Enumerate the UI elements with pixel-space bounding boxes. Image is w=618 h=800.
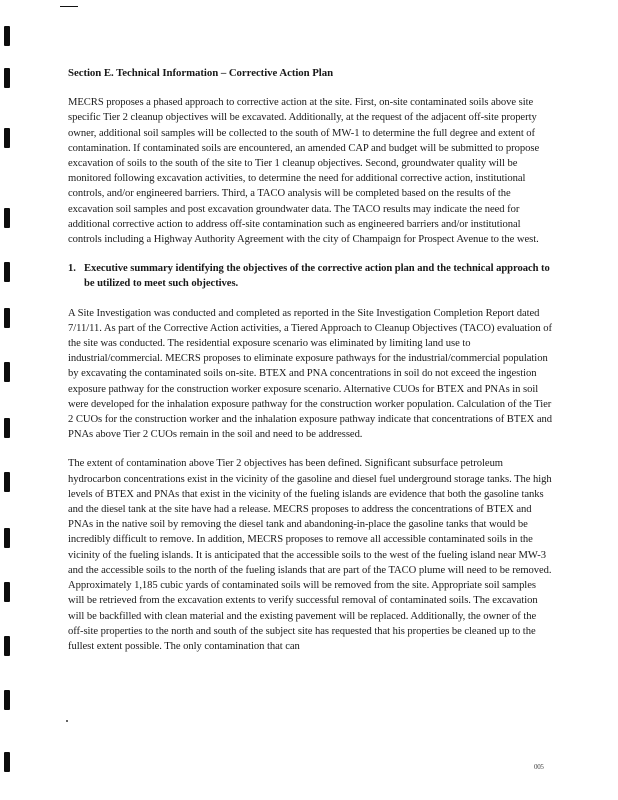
list-item-executive-summary	[68, 261, 554, 291]
binder-hole-mark	[4, 68, 10, 88]
page-number: 005	[534, 763, 544, 771]
binder-hole-mark	[4, 752, 10, 772]
binder-hole-mark	[4, 418, 10, 438]
binder-hole-mark	[4, 472, 10, 492]
binder-hole-mark	[4, 128, 10, 148]
section-heading: Section E. Technical Information – Corrective Action Plan	[68, 67, 334, 79]
binder-hole-mark	[4, 308, 10, 328]
list-item-text: Executive summary identifying the objectives of the corrective action plan and the technical approach to be utilized to meet such objectives.	[84, 263, 550, 290]
list-item-number: 1.	[68, 263, 76, 275]
paragraph-site-investigation: A Site Investigation was conducted and completed as reported in the Site Investigation Completion Report dated 7/11/11. As part of the Corrective Action activities, a Tiered Approach to Cleanup Objectives (TACO) evaluation of the site was conducted. The residential exposure scenario was eliminated by limiting land use to industrial/commercial. MECRS proposes to eliminate exposure pathways for the industrial/commercial population by excavating the contaminated soils on-site. BTEX and PNA concentrations in soil do not exceed the ingestion exposure pathway for the construction worker exposure scenario. Alternative CUOs for BTEX and PNAs in soil were developed for the inhalation exposure pathway for the construction worker population. Calculation of the Tier 2 CUOs for the construction worker and the inhalation exposure pathway indicate that concentrations of BTEX and PNAs above Tier 2 CUOs remain in the soil and need to be addressed.	[68, 307, 552, 441]
binder-hole-mark	[4, 26, 10, 46]
binder-hole-mark	[4, 262, 10, 282]
binder-hole-mark	[4, 582, 10, 602]
binder-hole-mark	[4, 636, 10, 656]
paragraph-extent-of-contamination: The extent of contamination above Tier 2 objectives has been defined. Significant subsurface petroleum hydrocarbon concentrations exist in the vicinity of the gasoline and diesel fuel underground storage tanks. The high levels of BTEX and PNAs that exist in the vicinity of the fueling islands are evidence that both the gasoline tanks and the diesel tank at the site have had a release. MECRS proposes to address the concentrations of BTEX and PNAs in the native soil by removing the diesel tank and abandoning-in-place the gasoline tanks that would be incredibly difficult to remove. In addition, MECRS proposes to remove all accessible contaminated soils in the vicinity of the fueling islands. It is anticipated that the accessible soils to the west of the fueling island near MW-3 and the accessible soils to the north of the fueling islands that are part of the TACO plume will need to be removed. Approximately 1,185 cubic yards of contaminated soils will be removed from the site. Appropriate soil samples will be retrieved from the excavation extents to verify successful removal of contaminated soils. The excavation will be backfilled with clean material and the existing pavement will be replaced. Additionally, the owner of the off-site properties to the north and south of the subject site has requested that his properties be cleaned up to the fullest extent possible. The only contamination that can	[68, 458, 552, 652]
paragraph-corrective-action-approach: MECRS proposes a phased approach to corrective action at the site. First, on-site contaminated soils above site specific Tier 2 cleanup objectives will be excavated. Additionally, at the request of the adjacent off-site property owner, additional soil samples will be collected to the south of MW-1 to determine the full degree and extent of contamination. If contaminated soils are encountered, an amended CAP and budget will be submitted to propose excavation of soils to the south of the site to Tier 1 cleanup objectives. Second, groundwater quality will be monitored following excavation activities, to determine the need for additional corrective action, institutional controls, and/or engineered barriers. Third, a TACO analysis will be completed based on the results of the excavation soil samples and post excavation groundwater data. The TACO results may indicate the need for additional corrective action to address off-site contamination such as engineered barriers and/or institutional controls including a Highway Authority Agreement with the city of Champaign for Prospect Avenue to the west.	[68, 97, 540, 246]
stray-dot	[66, 720, 68, 722]
binder-hole-mark	[4, 362, 10, 382]
document-page	[68, 66, 554, 668]
binder-hole-mark	[4, 528, 10, 548]
binder-hole-mark	[4, 690, 10, 710]
scan-mark-top	[60, 6, 78, 7]
binder-hole-mark	[4, 208, 10, 228]
